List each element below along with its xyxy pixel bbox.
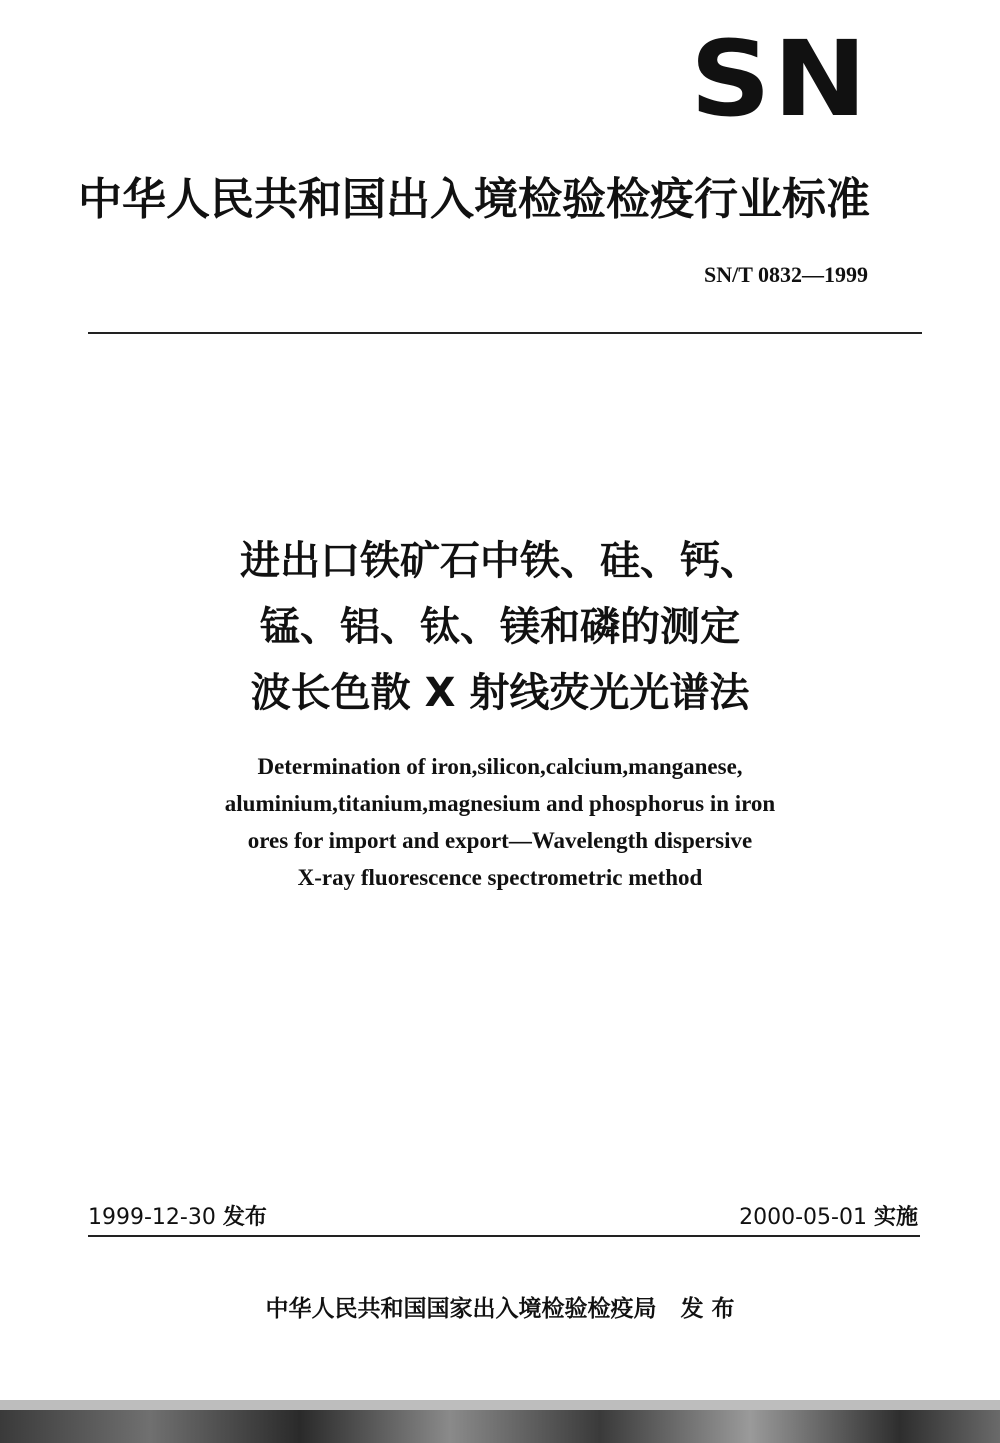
english-title-line-1: Determination of iron,silicon,calcium,manganese,	[257, 754, 743, 779]
issuing-authority	[0, 1290, 1000, 1323]
issue-date-value: 1999-12-30	[88, 1205, 216, 1230]
english-title-line-3: ores for import and export—Wavelength dispersive	[247, 828, 753, 853]
implementation-date-label: 实施	[873, 1205, 918, 1230]
english-title-line-4: X-ray fluorescence spectrometric method	[297, 865, 703, 890]
scan-edge-band	[0, 1400, 1000, 1443]
issuer-action: 发 布	[680, 1296, 735, 1322]
issuer-name: 中华人民共和国国家出入境检验检疫局	[265, 1296, 657, 1322]
standard-number: SN/T 0832—1999	[703, 262, 868, 287]
chinese-title-line-3: 波长色散 X 射线荧光光谱法	[250, 670, 750, 716]
sn-logo: SN	[690, 18, 870, 140]
scan-edge-strip	[0, 1400, 1000, 1410]
chinese-title	[0, 528, 1000, 726]
english-title-line-2: aluminium,titanium,magnesium and phosphorus in iron	[224, 791, 776, 816]
english-title	[0, 748, 1000, 896]
issue-date	[88, 1200, 267, 1231]
bottom-divider	[88, 1235, 920, 1237]
top-divider	[88, 332, 922, 334]
issue-date-label: 发布	[222, 1205, 267, 1230]
chinese-title-line-1: 进出口铁矿石中铁、硅、钙、	[240, 538, 760, 584]
implementation-date	[739, 1200, 918, 1231]
chinese-title-line-2: 锰、铝、钛、镁和磷的测定	[260, 604, 740, 650]
implementation-date-value: 2000-05-01	[739, 1205, 867, 1230]
header-title: 中华人民共和国出入境检验检疫行业标准	[78, 174, 870, 225]
